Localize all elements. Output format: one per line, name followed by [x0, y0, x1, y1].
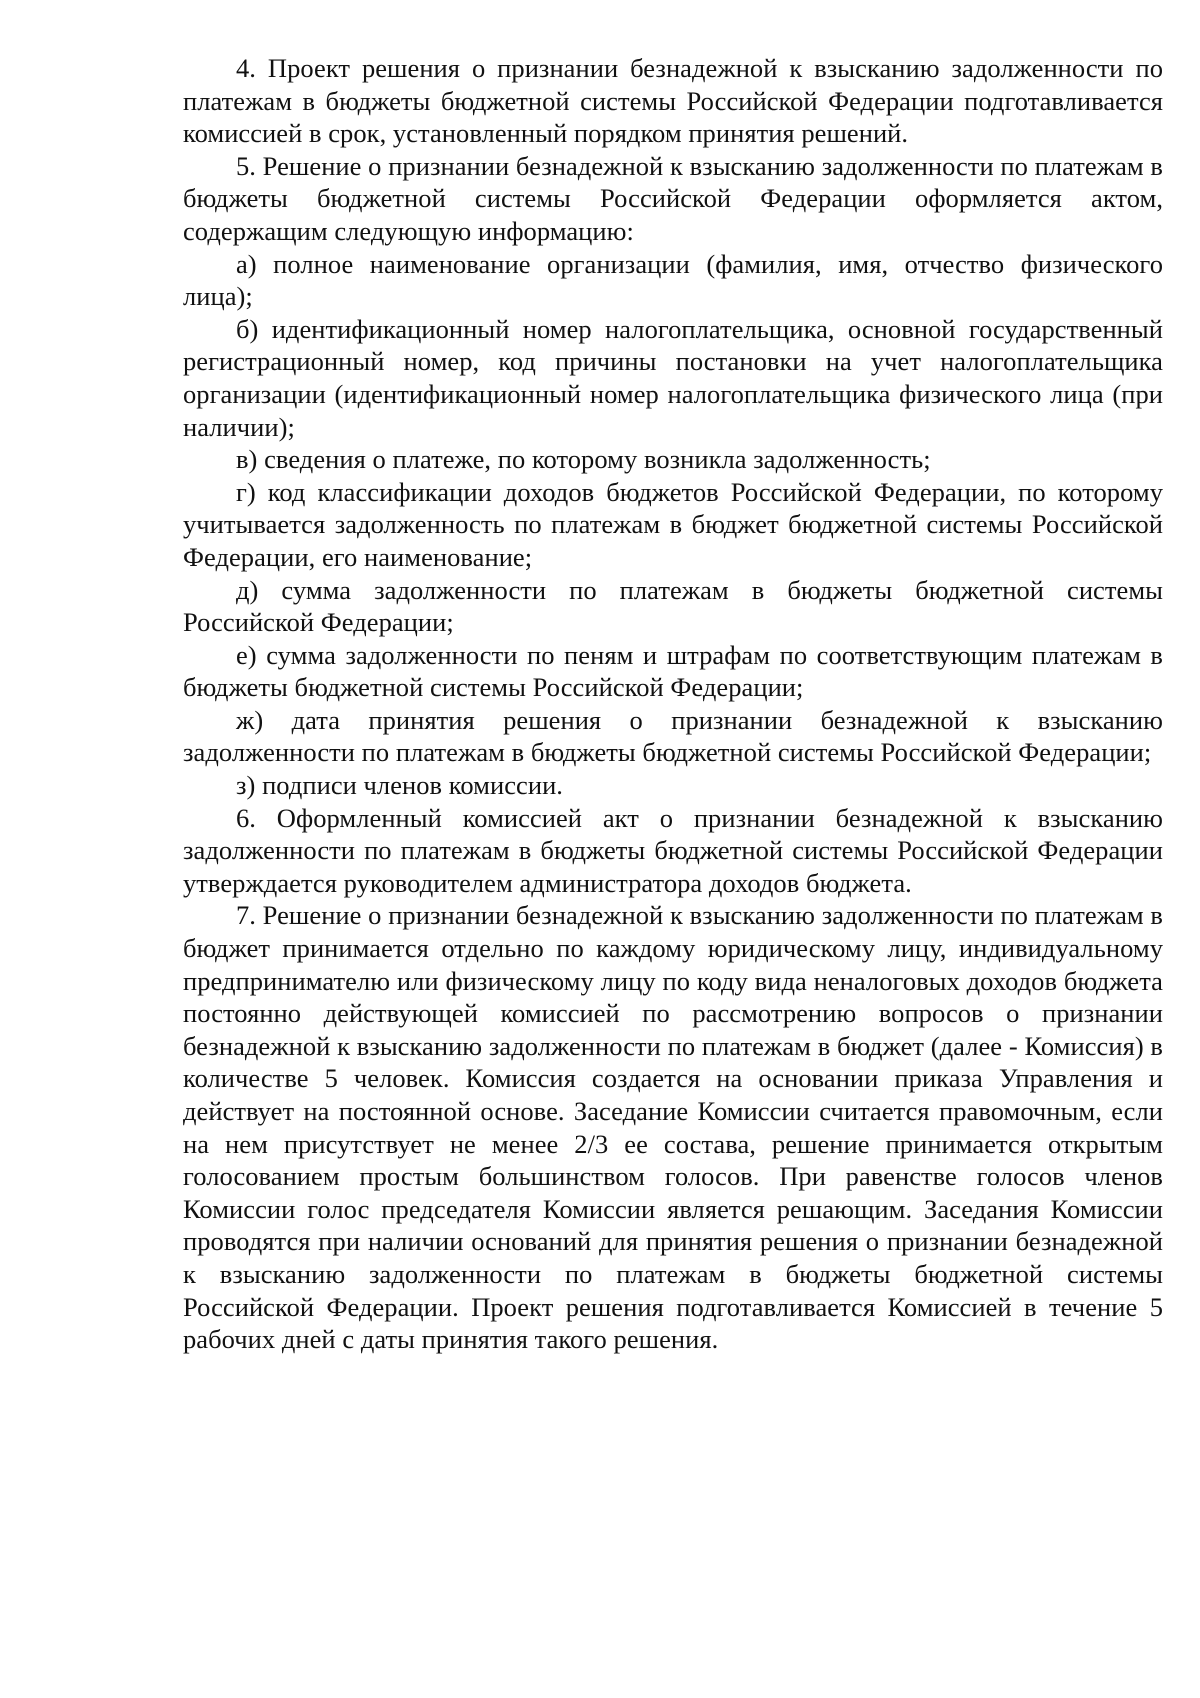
document-body [183, 52, 1163, 1356]
list-item-g: г) код классификации доходов бюджетов Российской Федерации, по которому учитывается задолженность по платежам в бюджет бюджетной системы Российской Федерации, его наименование; [183, 476, 1163, 572]
paragraph-item-6: 6. Оформленный комиссией акт о признании безнадежной к взысканию задолженности по платежам в бюджеты бюджетной системы Российской Федерации утверждается руководителем администратора доходов бюджета. [183, 802, 1163, 898]
list-item-e: е) сумма задолженности по пеням и штрафам по соответствующим платежам в бюджеты бюджетной системы Российской Федерации; [183, 639, 1163, 703]
paragraph-item-4: 4. Проект решения о признании безнадежной к взысканию задолженности по платежам в бюджеты бюджетной системы Российской Федерации подготавливается комиссией в срок, установленный порядком принятия решений. [183, 53, 1163, 149]
paragraph-item-5: 5. Решение о признании безнадежной к взысканию задолженности по платежам в бюджеты бюджетной системы Российской Федерации оформляется актом, содержащим следующую информацию: [183, 150, 1163, 246]
list-item-d: д) сумма задолженности по платежам в бюджеты бюджетной системы Российской Федерации; [183, 574, 1163, 638]
list-item-z: з) подписи членов комиссии. [236, 770, 563, 801]
list-item-zh: ж) дата принятия решения о признании безнадежной к взысканию задолженности по платежам в бюджеты бюджетной системы Российской Федерации; [183, 704, 1163, 768]
list-item-a: а) полное наименование организации (фамилия, имя, отчество физического лица); [183, 248, 1163, 312]
list-item-v: в) сведения о платеже, по которому возникла задолженность; [236, 444, 931, 475]
paragraph-item-7: 7. Решение о признании безнадежной к взысканию задолженности по платежам в бюджет принимается отдельно по каждому юридическому лицу, индивидуальному предпринимателю или физическому лицу по коду вида неналоговых доходов бюджета постоянно действующей комиссией по рассмотрению вопросов о признании безнадежной к взысканию задолженности по платежам в бюджет (далее - Комиссия) в количестве 5 человек. Комиссия создается на основании приказа Управления и действует на постоянной основе. Заседание Комиссии считается правомочным, если на нем присутствует не менее 2/3 ее состава, решение принимается открытым голосованием простым большинством голосов. При равенстве голосов членов Комиссии голос председателя Комиссии является решающим. Заседания Комиссии проводятся при наличии оснований для принятия решения о признании безнадежной к взысканию задолженности по платежам в бюджеты бюджетной системы Российской Федерации. Проект решения подготавливается Комиссией в течение 5 рабочих дней с даты принятия такого решения. [183, 900, 1163, 1355]
list-item-b: б) идентификационный номер налогоплательщика, основной государственный регистрационный номер, код причины постановки на учет налогоплательщика организации (идентификационный номер налогоплательщика физического лица (при наличии); [183, 313, 1163, 442]
